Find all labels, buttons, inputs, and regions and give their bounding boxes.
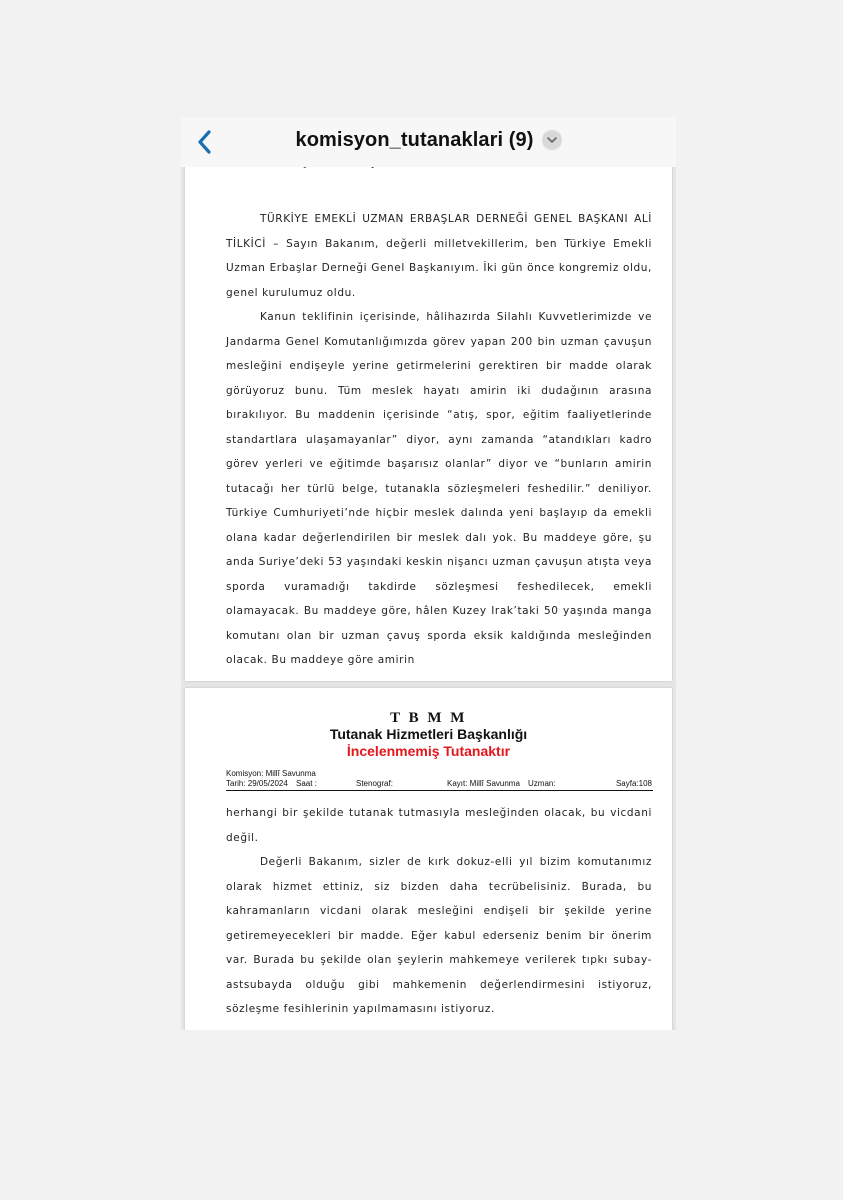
paragraph: Kanun teklifinin içerisinde, hâlihazırda Silahlı Kuvvetlerimizde ve Jandarma Genel Komutanlığımızda görev yapan 200 bin uzman çavuşun mesleğini endişeyle yerine getirmelerini gerektiren bir madde olarak görüyoruz bunu. Tüm meslek hayatı amirin iki dudağının arasına bırakılıyor. Bu maddenin içerisinde “atış, spor, eğitim faaliyetlerinde standartlara ulaşamayanlar” diyor, aynı zamanda “atandıkları kadro görev yerleri ve eğitimde başarısız olanlar” diyor ve “bunların amirin tutacağı her türlü belge, tutanakla sözleşmeleri feshedilir.” deniliyor. Türkiye Cumhuriyeti’nde hiçbir meslek dalında yeni başlayıp da emekli olana kadar değerlendirilen bir meslek dalı yok. Bu maddeye göre, şu anda Suriye’deki 53 yaşındaki keskin nişancı uzman çavuşun atışta veya sporda vuramadığı takdirde sözleşmesi feshedilecek, emekli olamayacak. Bu maddeye göre, hâlen Kuzey Irak’taki 50 yaşında manga komutanı olan bir uzman çavuş sporda eksik kaldığında mesleğinden olacak. Bu maddeye göre amirin bbox=[226, 311, 652, 666]
stenographer-label: Stenograf: bbox=[356, 779, 393, 788]
expert-label: Uzman: bbox=[528, 779, 556, 788]
document-page-1 bbox=[185, 147, 672, 681]
department-heading: Tutanak Hizmetleri Başkanlığı bbox=[329, 726, 528, 742]
tbmm-heading: T B M M bbox=[390, 710, 467, 726]
header-divider bbox=[226, 790, 653, 791]
top-bar bbox=[181, 117, 676, 167]
page-number-label: Sayfa:108 bbox=[615, 779, 652, 788]
paragraph: TÜRKİYE EMEKLİ UZMAN ERBAŞLAR DERNEĞİ GENEL BAŞKANI ALİ TİLKİCİ – Sayın Bakanım, değerli milletvekillerim, ben Türkiye Emekli Uzman Erbaşlar Derneği Genel Başkanıyım. İki gün önce kongremiz oldu, genel kurulumuz oldu. bbox=[226, 213, 652, 299]
commission-label: Komisyon: Millî Savunma bbox=[226, 769, 316, 778]
document-viewer bbox=[181, 117, 676, 1030]
document-title: komisyon_tutanaklari (9) bbox=[295, 129, 534, 152]
time-label: Saat : bbox=[296, 779, 317, 788]
page-1-body bbox=[226, 207, 652, 673]
chevron-down-icon[interactable] bbox=[542, 130, 562, 150]
date-label: Tarih: 29/05/2024 bbox=[226, 779, 288, 788]
document-title-control[interactable] bbox=[181, 129, 676, 152]
paragraph: herhangi bir şekilde tutanak tutmasıyla mesleğinden olacak, bu vicdani değil. bbox=[226, 807, 652, 844]
record-label: Kayıt: Millî Savunma bbox=[447, 779, 520, 788]
status-heading: İncelenmemiş Tutanaktır bbox=[346, 743, 511, 759]
document-page-2 bbox=[185, 688, 672, 1030]
page-2-body bbox=[226, 801, 652, 1022]
paragraph: Değerli Bakanım, sizler de kırk dokuz-elli yıl bizim komutanımız olarak hizmet ettiniz, siz bizden daha tecrübelisiniz. Burada, bu kahramanların vicdani olarak mesleğini endişeli bir şekilde yerine getiremeyecekleri bir madde. Eğer kabul ederseniz benim bir önerim var. Burada bu şekilde olan şeylerin mahkemeye verilerek tıpkı subay-astsubayda olduğu gibi mahkemenin değerlendirmesini istiyoruz, sözleşme fesihlerinin yapılmamasını istiyoruz. bbox=[226, 856, 652, 1015]
